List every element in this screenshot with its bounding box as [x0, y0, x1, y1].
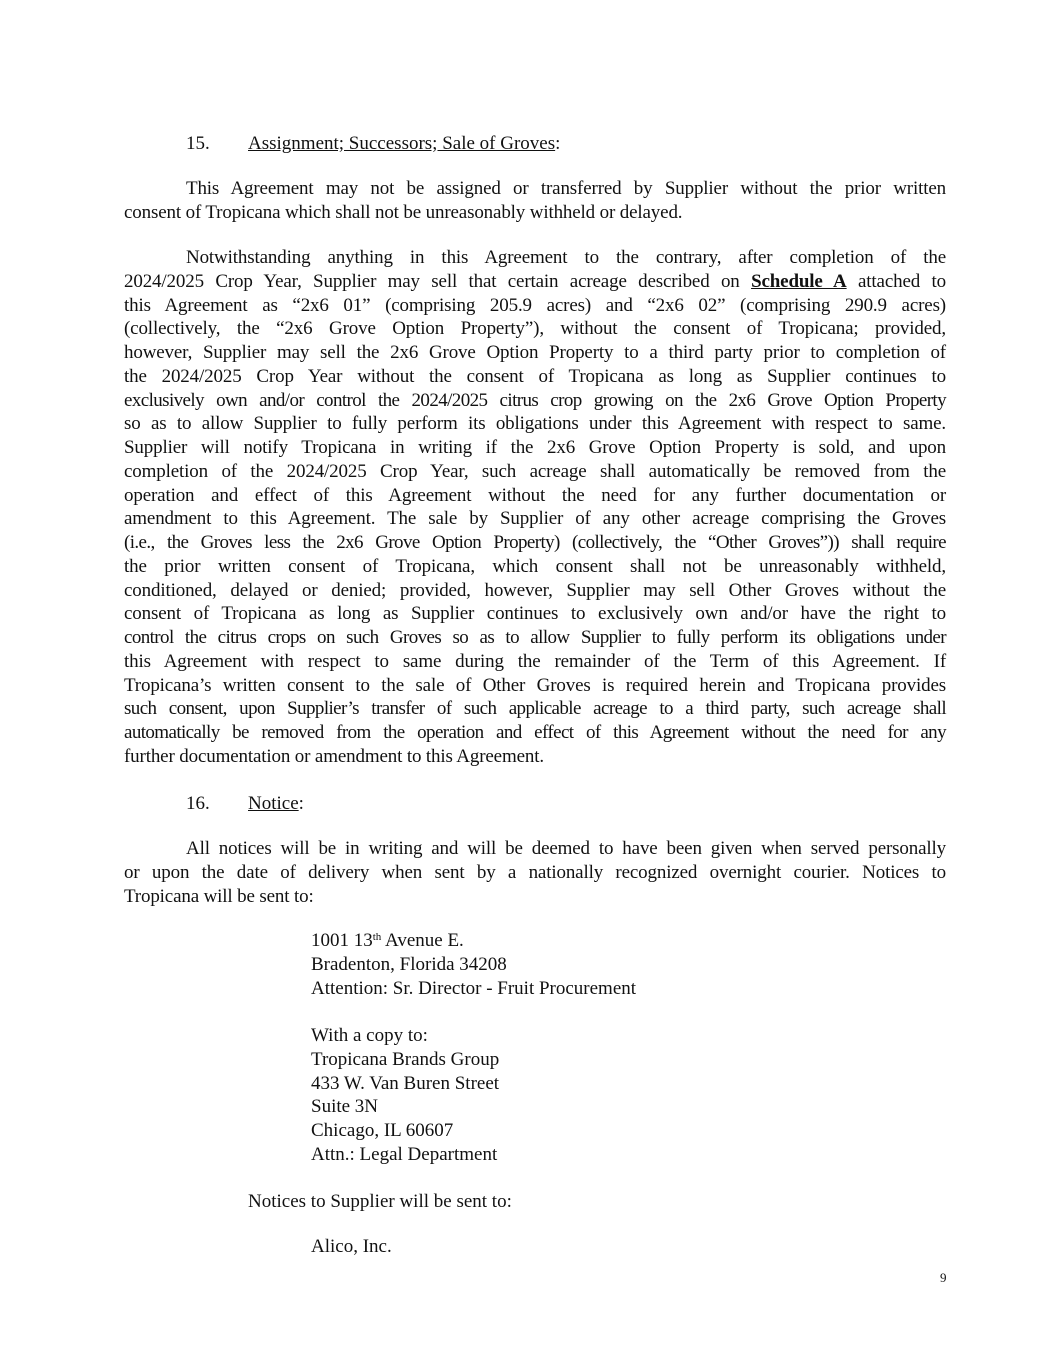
section-16-heading — [186, 792, 304, 816]
text-line: however, Supplier may sell the 2x6 Grove Option Property to a third party prior to completion of — [124, 342, 946, 363]
text-line: This Agreement may not be assigned or transferred by Supplier without the prior written — [186, 178, 946, 199]
address-line: Bradenton, Florida 34208 — [311, 953, 507, 975]
colon: : — [298, 793, 304, 814]
supplier-name: Alico, Inc. — [311, 1236, 392, 1257]
address-line: Tropicana Brands Group — [311, 1048, 500, 1070]
section-title: Notice — [248, 793, 299, 814]
tropicana-address — [311, 929, 636, 1000]
text-line: exclusively own and/or control the 2024/2025 citrus crop growing on the 2x6 Grove Option Property — [124, 389, 946, 411]
text-line: such consent, upon Supplier’s transfer of such applicable acreage to a third party, such acreage shall — [124, 698, 946, 720]
supplier-notice-intro: Notices to Supplier will be sent to: — [248, 1191, 512, 1212]
text-line: control the citrus crops on such Groves so as to allow Supplier to fully perform its obligations under — [124, 627, 946, 648]
text-line: the 2024/2025 Crop Year without the consent of Tropicana as long as Supplier continues to — [124, 365, 946, 387]
text-line: further documentation or amendment to this Agreement. — [124, 745, 544, 767]
section-number: 15. — [186, 133, 210, 154]
section-16-paragraph-1 — [124, 837, 946, 908]
address-line: Attn.: Legal Department — [311, 1143, 498, 1165]
page-number: 9 — [940, 1270, 947, 1285]
section-number: 16. — [186, 793, 210, 814]
text-line: Notwithstanding anything in this Agreement to the contrary, after completion of the — [186, 247, 946, 268]
text-line: operation and effect of this Agreement without the need for any further documentation or — [124, 484, 946, 506]
section-15-heading — [186, 132, 560, 156]
address-line: 433 W. Van Buren Street — [311, 1072, 500, 1094]
copy-to-address — [311, 1024, 499, 1167]
text-line: so as to allow Supplier to fully perform its obligations under this Agreement with respect to same. — [124, 413, 946, 435]
text-line: Tropicana will be sent to: — [124, 885, 314, 907]
text-line: consent of Tropicana as long as Supplier continues to exclusively own and/or have the right to — [124, 603, 946, 625]
text-line: automatically be removed from the operation and effect of this Agreement without the need for any — [124, 722, 946, 743]
text-line: conditioned, delayed or denied; provided, however, Supplier may sell Other Groves without the — [124, 579, 946, 601]
address-line: With a copy to: — [311, 1025, 428, 1046]
text-line: consent of Tropicana which shall not be unreasonably withheld or delayed. — [124, 201, 683, 223]
text-line: Tropicana’s written consent to the sale of Other Groves is required herein and Tropicana provides — [124, 674, 946, 696]
text-line: amendment to this Agreement. The sale by Supplier of any other acreage comprising the Groves — [124, 508, 946, 530]
text-line: All notices will be in writing and will be deemed to have been given when served personally — [186, 838, 946, 859]
text-line: (collectively, the “2x6 Grove Option Property”), without the consent of Tropicana; provided, — [124, 318, 946, 340]
section-15-paragraph-1 — [124, 177, 946, 225]
address-line: Attention: Sr. Director - Fruit Procurement — [311, 977, 637, 999]
section-15-paragraph-2 — [124, 246, 946, 769]
schedule-a-reference: Schedule A — [751, 270, 847, 292]
text-line: completion of the 2024/2025 Crop Year, such acreage shall automatically be removed from the — [124, 460, 946, 482]
text-line: the prior written consent of Tropicana, which consent shall not be unreasonably withheld, — [124, 555, 946, 577]
colon: : — [555, 133, 561, 154]
text-segment: 2024/2025 Crop Year, Supplier may sell that certain acreage described on — [124, 270, 752, 292]
text-line: (i.e., the Groves less the 2x6 Grove Option Property) (collectively, the “Other Groves”)) shall require — [124, 532, 946, 553]
text-segment: attached to — [846, 270, 946, 292]
address-line: 1001 13th Avenue E. — [311, 930, 464, 951]
text-line: this Agreement with respect to same during the remainder of the Term of this Agreement. If — [124, 650, 946, 672]
address-line: Chicago, IL 60607 — [311, 1120, 454, 1141]
text-line: or upon the date of delivery when sent by a nationally recognized overnight courier. Notices to — [124, 861, 946, 883]
section-title: Assignment; Successors; Sale of Groves — [248, 133, 556, 154]
address-line: Suite 3N — [311, 1096, 379, 1118]
text-line: this Agreement as “2x6 01” (comprising 205.9 acres) and “2x6 02” (comprising 290.9 acres) — [124, 294, 946, 316]
text-line: Supplier will notify Tropicana in writing if the 2x6 Grove Option Property is sold, and upon — [124, 437, 946, 458]
text-line — [124, 270, 946, 294]
